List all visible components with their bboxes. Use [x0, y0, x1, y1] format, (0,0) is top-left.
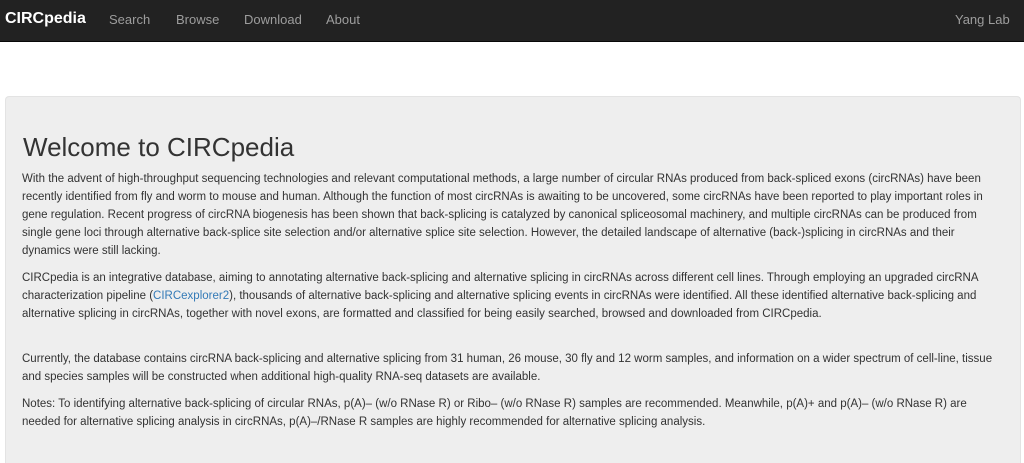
notes-paragraph: Notes: To identifying alternative back-splicing of circular RNAs, p(A)– (w/o RNase R) or Ribo– (w/o RNase R) samples are recommended. Meanwhile, p(A)+ and p(A)– (w/o RNase R) are needed for alternative splicing analysis in circRNAs, p(A)–/RNase R samples are highly recommended for alternative splicing analysis.: [22, 398, 967, 428]
samples-paragraph: Currently, the database contains circRNA back-splicing and alternative splicing from 31 human, 26 mouse, 30 fly and 12 worm samples, and information on a wider spectrum of cell-line, tissue and species samples will be constructed when additional high-quality RNA-seq datasets are available.: [22, 353, 993, 383]
database-paragraph: [22, 269, 1006, 323]
database-paragraph-text-start: CIRCpedia is an integrative database, aiming to annotating alternative back-splicing and alternative splicing in circRNAs across different cell lines. Through employing an upgraded circRNA characterization pipeline (: [22, 272, 978, 302]
database-paragraph-text-end: ), thousands of alternative back-splicing and alternative splicing events in circRNAs were identified. All these identified alternative back-splicing and alternative splicing in circRNAs, together with novel exons, are formatted and classified for being easily searched, browsed and downloaded from CIRCpedia.: [22, 290, 977, 320]
intro-paragraph: With the advent of high-throughput sequencing technologies and relevant computational methods, a large number of circular RNAs produced from back-spliced exons (circRNAs) have been recently identified from fly and worm to mouse and human. Although the function of most circRNAs is awaiting to be uncovered, some circRNAs have been reported to play important roles in gene regulation. Recent progress of circRNA biogenesis has been shown that back-splicing is catalyzed by canonical spliceosomal machinery, and multiple circRNAs can be produced from single gene loci through alternative back-splice site selection and/or alternative splice site selection. However, the detailed landscape of alternative (back-)splicing in circRNAs and their dynamics were still lacking.: [22, 173, 983, 257]
brand-link[interactable]: CIRCpedia: [5, 10, 86, 27]
nav-download-link[interactable]: Download: [244, 12, 302, 27]
top-navbar: [0, 0, 1024, 42]
nav-about-link[interactable]: About: [326, 12, 360, 27]
nav-browse-link[interactable]: Browse: [176, 12, 220, 27]
nav-search-link[interactable]: Search: [109, 12, 151, 27]
circexplorer2-link[interactable]: CIRCexplorer2: [153, 290, 230, 302]
nav-yang-lab-link[interactable]: Yang Lab: [955, 12, 1010, 27]
page-title: Welcome to CIRCpedia: [23, 132, 295, 162]
welcome-panel: [5, 96, 1021, 463]
